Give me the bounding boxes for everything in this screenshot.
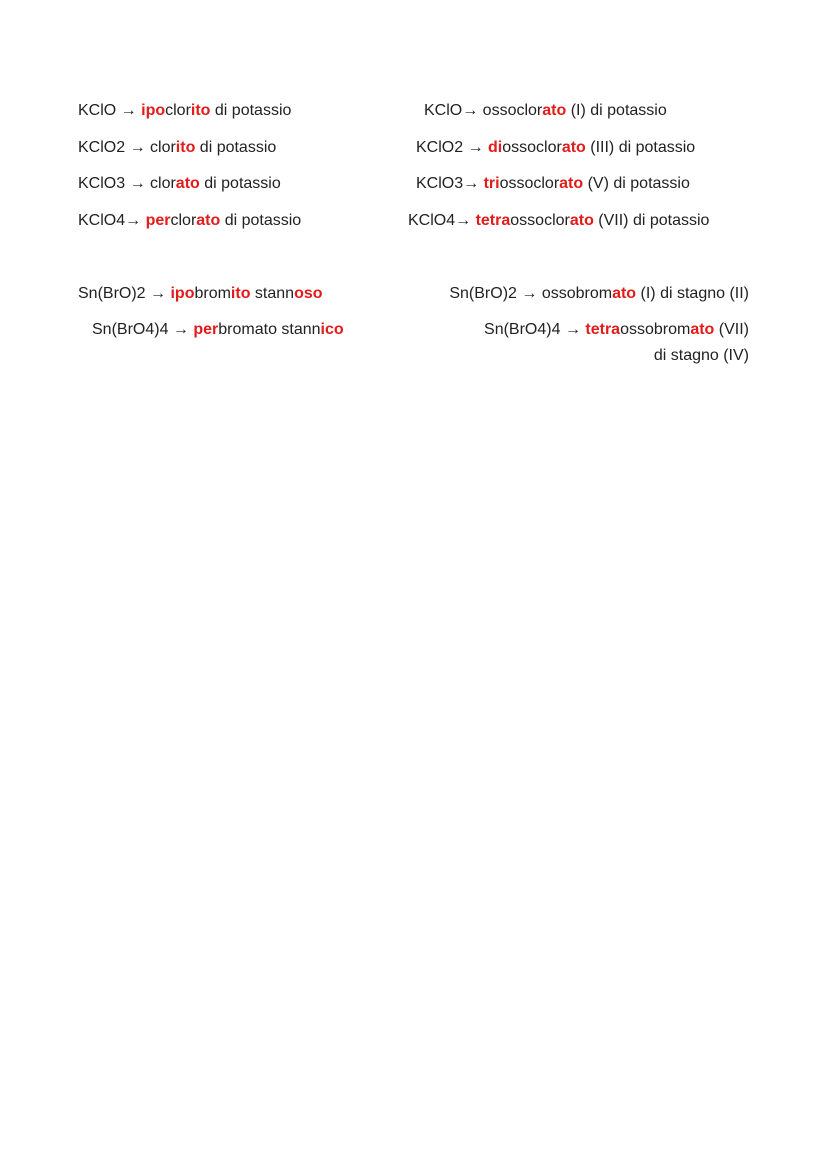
highlighted-affix: oso <box>294 285 323 302</box>
formula-text: KClO4→ <box>408 212 476 229</box>
highlighted-affix: ipo <box>141 102 166 119</box>
formula-text: KClO4→ <box>78 212 146 229</box>
highlighted-affix: per <box>145 212 171 229</box>
formula-text: (VII) <box>714 321 749 338</box>
highlighted-affix: tri <box>483 175 500 192</box>
formula-text: bromato stann <box>218 321 321 338</box>
highlighted-affix: ato <box>542 102 567 119</box>
formula-text: clor <box>170 212 197 229</box>
formula-text: clor <box>165 102 191 119</box>
formula-text: Sn(BrO)2 → <box>78 285 171 302</box>
highlighted-affix: ato <box>612 285 637 302</box>
highlighted-affix: ato <box>559 175 584 192</box>
formula-text: ossoclor <box>510 212 570 229</box>
highlighted-affix: ito <box>230 285 251 302</box>
formula-line-snbro44-iupac-continued <box>654 346 749 366</box>
formula-text: Sn(BrO)2 → ossobrom <box>449 285 613 302</box>
formula-line-kclo3-iupac <box>416 174 690 194</box>
formula-text: brom <box>194 285 231 302</box>
highlighted-affix: ato <box>569 212 594 229</box>
highlighted-affix: ato <box>561 139 586 156</box>
formula-line-kclo4-iupac <box>408 211 709 231</box>
formula-text: ossoclor <box>499 175 560 192</box>
formula-line-snbro2-traditional <box>78 284 323 304</box>
highlighted-affix: ato <box>690 321 715 338</box>
highlighted-affix: di <box>488 139 503 156</box>
formula-line-kclo2-traditional <box>78 138 276 158</box>
formula-text: (I) di stagno (II) <box>636 285 749 302</box>
formula-text: Sn(BrO4)4 → <box>484 321 586 338</box>
formula-text: Sn(BrO4)4 → <box>92 321 194 338</box>
formula-text: (V) di potassio <box>583 175 690 192</box>
formula-line-snbro44-iupac <box>484 320 749 340</box>
highlighted-affix: ito <box>175 139 196 156</box>
formula-line-kclo3-traditional <box>78 174 281 194</box>
highlighted-affix: ato <box>175 175 200 192</box>
formula-line-kclo-traditional <box>78 101 291 121</box>
formula-line-kclo2-iupac <box>416 138 695 158</box>
formula-text: di potassio <box>199 175 281 192</box>
formula-line-kclo4-traditional <box>78 211 301 231</box>
formula-text: di stagno (IV) <box>653 347 749 364</box>
formula-text: KClO3→ <box>416 175 484 192</box>
formula-text: (I) di potassio <box>566 102 667 119</box>
highlighted-affix: ico <box>320 321 344 338</box>
formula-text: KClO2 → <box>416 139 489 156</box>
formula-text: (VII) di potassio <box>593 212 710 229</box>
formula-text: (III) di potassio <box>585 139 696 156</box>
highlighted-affix: ito <box>190 102 211 119</box>
formula-text: di potassio <box>210 102 292 119</box>
formula-text: KClO → <box>78 102 142 119</box>
formula-text: di potassio <box>220 212 302 229</box>
formula-text: KClO→ ossoclor <box>424 102 543 119</box>
highlighted-affix: ipo <box>170 285 195 302</box>
formula-line-kclo-iupac <box>424 101 667 121</box>
highlighted-affix: ato <box>196 212 221 229</box>
formula-text: KClO2 → clor <box>78 139 176 156</box>
formula-line-snbro44-traditional <box>92 320 344 340</box>
highlighted-affix: per <box>193 321 219 338</box>
formula-text: ossoclor <box>502 139 562 156</box>
highlighted-affix: tetra <box>585 321 621 338</box>
formula-text: KClO3 → clor <box>78 175 176 192</box>
formula-text: di potassio <box>195 139 277 156</box>
formula-line-snbro2-iupac <box>449 284 749 304</box>
formula-text: stann <box>250 285 295 302</box>
highlighted-affix: tetra <box>475 212 511 229</box>
formula-text: ossobrom <box>620 321 691 338</box>
